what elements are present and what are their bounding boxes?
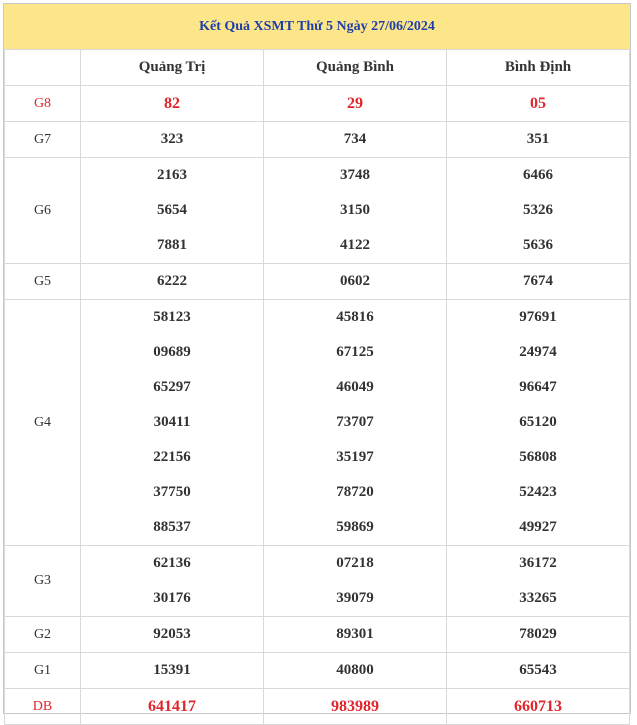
prize-label: G5 (5, 264, 81, 300)
result-number: 05 (530, 95, 546, 112)
result-number: 24974 (519, 344, 557, 360)
prize-label: G6 (5, 158, 81, 264)
result-number: 29 (347, 95, 363, 112)
prize-cell (81, 264, 264, 300)
header-province-3: Bình Định (447, 50, 630, 86)
results-body (5, 86, 630, 725)
results-table (4, 49, 630, 725)
result-number: 49927 (519, 519, 557, 535)
result-number: 96647 (519, 379, 557, 395)
result-number: 89301 (336, 626, 374, 642)
prize-cell (81, 158, 264, 264)
prize-cell (264, 689, 447, 725)
results-frame (3, 3, 631, 714)
result-number: 07218 (336, 555, 374, 571)
prize-cell (447, 300, 630, 546)
result-number: 3748 (340, 167, 370, 183)
prize-label: DB (5, 689, 81, 725)
results-title: Kết Quả XSMT Thứ 5 Ngày 27/06/2024 (4, 4, 630, 50)
result-number: 641417 (148, 698, 196, 715)
result-number: 30176 (153, 590, 191, 606)
result-number: 58123 (153, 309, 191, 325)
prize-cell (81, 86, 264, 122)
result-number: 39079 (336, 590, 374, 606)
result-number: 323 (160, 131, 184, 147)
result-number: 65297 (153, 379, 191, 395)
result-number: 3150 (340, 202, 370, 218)
prize-row-g4 (5, 300, 630, 546)
result-number: 67125 (336, 344, 374, 360)
prize-label: G2 (5, 617, 81, 653)
prize-label: G3 (5, 546, 81, 617)
result-number: 40800 (336, 662, 374, 678)
prize-cell (264, 122, 447, 158)
prize-row-g7 (5, 122, 630, 158)
result-number: 7674 (523, 273, 553, 289)
prize-cell (264, 86, 447, 122)
prize-cell (447, 158, 630, 264)
prize-cell (81, 122, 264, 158)
result-number: 734 (343, 131, 367, 147)
prize-cell (447, 546, 630, 617)
result-number: 78029 (519, 626, 557, 642)
result-number: 0602 (340, 273, 370, 289)
result-number: 36172 (519, 555, 557, 571)
prize-cell (264, 546, 447, 617)
prize-cell (447, 86, 630, 122)
prize-cell (264, 300, 447, 546)
result-number: 92053 (153, 626, 191, 642)
result-number: 35197 (336, 449, 374, 465)
prize-row-g6 (5, 158, 630, 264)
prize-cell (447, 122, 630, 158)
result-number: 97691 (519, 309, 557, 325)
result-number: 78720 (336, 484, 374, 500)
result-number: 62136 (153, 555, 191, 571)
result-number: 351 (526, 131, 550, 147)
result-number: 56808 (519, 449, 557, 465)
result-number: 82 (164, 95, 180, 112)
prize-cell (81, 689, 264, 725)
prize-label: G8 (5, 86, 81, 122)
result-number: 52423 (519, 484, 557, 500)
header-province-1: Quảng Trị (81, 50, 264, 86)
prize-row-db (5, 689, 630, 725)
header-prize (5, 50, 81, 86)
prize-row-g5 (5, 264, 630, 300)
result-number: 33265 (519, 590, 557, 606)
result-number: 4122 (340, 237, 370, 253)
result-number: 30411 (153, 414, 191, 430)
header-row (5, 50, 630, 86)
prize-cell (81, 300, 264, 546)
result-number: 37750 (153, 484, 191, 500)
result-number: 6466 (523, 167, 553, 183)
result-number: 09689 (153, 344, 191, 360)
result-number: 6222 (157, 273, 187, 289)
result-number: 15391 (153, 662, 191, 678)
prize-row-g1 (5, 653, 630, 689)
header-province-2: Quảng Bình (264, 50, 447, 86)
prize-label: G4 (5, 300, 81, 546)
prize-cell (81, 653, 264, 689)
result-number: 88537 (153, 519, 191, 535)
prize-row-g8 (5, 86, 630, 122)
prize-label: G1 (5, 653, 81, 689)
result-number: 660713 (514, 698, 562, 715)
prize-label: G7 (5, 122, 81, 158)
prize-cell (264, 158, 447, 264)
result-number: 5654 (157, 202, 187, 218)
result-number: 73707 (336, 414, 374, 430)
result-number: 22156 (153, 449, 191, 465)
result-number: 5326 (523, 202, 553, 218)
result-number: 7881 (157, 237, 187, 253)
result-number: 2163 (157, 167, 187, 183)
prize-cell (264, 264, 447, 300)
result-number: 59869 (336, 519, 374, 535)
prize-cell (264, 617, 447, 653)
prize-row-g3 (5, 546, 630, 617)
result-number: 65120 (519, 414, 557, 430)
prize-cell (81, 617, 264, 653)
prize-cell (264, 653, 447, 689)
prize-row-g2 (5, 617, 630, 653)
result-number: 5636 (523, 237, 553, 253)
result-number: 46049 (336, 379, 374, 395)
prize-cell (447, 653, 630, 689)
result-number: 983989 (331, 698, 379, 715)
prize-cell (447, 617, 630, 653)
prize-cell (81, 546, 264, 617)
prize-cell (447, 264, 630, 300)
result-number: 45816 (336, 309, 374, 325)
prize-cell (447, 689, 630, 725)
result-number: 65543 (519, 662, 557, 678)
